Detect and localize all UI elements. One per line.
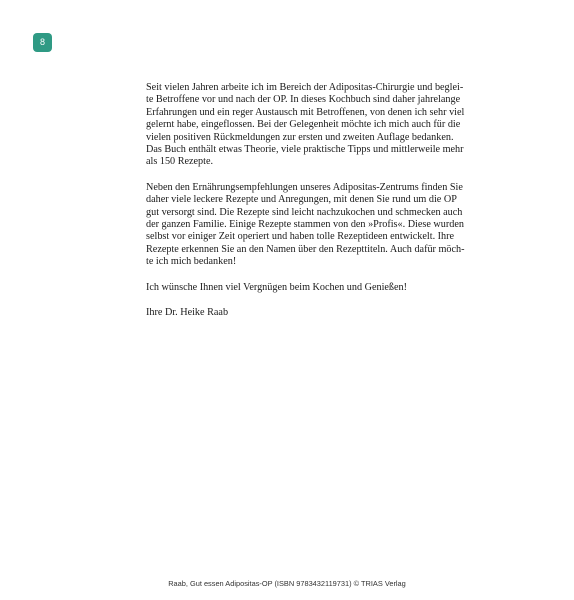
paragraph-intro	[146, 82, 465, 169]
text-line: te Betroffene vor und nach der OP. In dieses Kochbuch sind daher jahrelange	[146, 94, 461, 106]
paragraph-signature	[146, 307, 446, 319]
text-line: vielen positiven Rückmeldungen zur ersten und zweiten Auflage bedanken.	[146, 131, 454, 143]
text-line: selbst vor einiger Zeit operiert und haben tolle Rezeptideen entwickelt. Ihre	[146, 231, 455, 243]
text-line: Neben den Ernährungsempfehlungen unseres Adipositas-Zentrums finden Sie	[146, 181, 463, 193]
text-line: Das Buch enthält etwas Theorie, viele praktische Tipps und mittlerweile mehr	[146, 144, 464, 156]
page-number-badge: 8	[33, 33, 52, 52]
text-line: daher viele leckere Rezepte und Anregungen, mit denen Sie rund um die OP	[146, 194, 457, 206]
text-line: der ganzen Familie. Einige Rezepte stammen von den »Profis«. Diese wurden	[146, 219, 464, 231]
paragraph-wishes	[146, 282, 446, 294]
text-line: Seit vielen Jahren arbeite ich im Bereich der Adipositas-Chirurgie und beglei-	[146, 82, 464, 93]
body-text	[146, 82, 465, 333]
text-line: Erfahrungen und ein reger Austausch mit Betroffenen, von denen ich sehr viel	[146, 106, 465, 118]
text-line: als 150 Rezepte.	[146, 156, 214, 168]
paragraph-recipes	[146, 181, 465, 269]
text-line: Rezepte erkennen Sie an den Namen über den Rezepttiteln. Auch dafür möch-	[146, 243, 465, 255]
text-line: te ich mich bedanken!	[146, 256, 237, 268]
text-line: gut versorgt sind. Die Rezepte sind leicht nachzukochen und schmecken auch	[146, 206, 463, 218]
page-footer: Raab, Gut essen Adipositas-OP (ISBN 9783432119731) © TRIAS Verlag	[168, 579, 406, 588]
text-line: gelernt habe, eingeflossen. Bei der Gelegenheit möchte ich mich auch für die	[146, 119, 461, 131]
text-line: Ich wünsche Ihnen viel Vergnügen beim Kochen und Genießen!	[146, 281, 408, 293]
signature-line: Ihre Dr. Heike Raab	[146, 307, 229, 319]
